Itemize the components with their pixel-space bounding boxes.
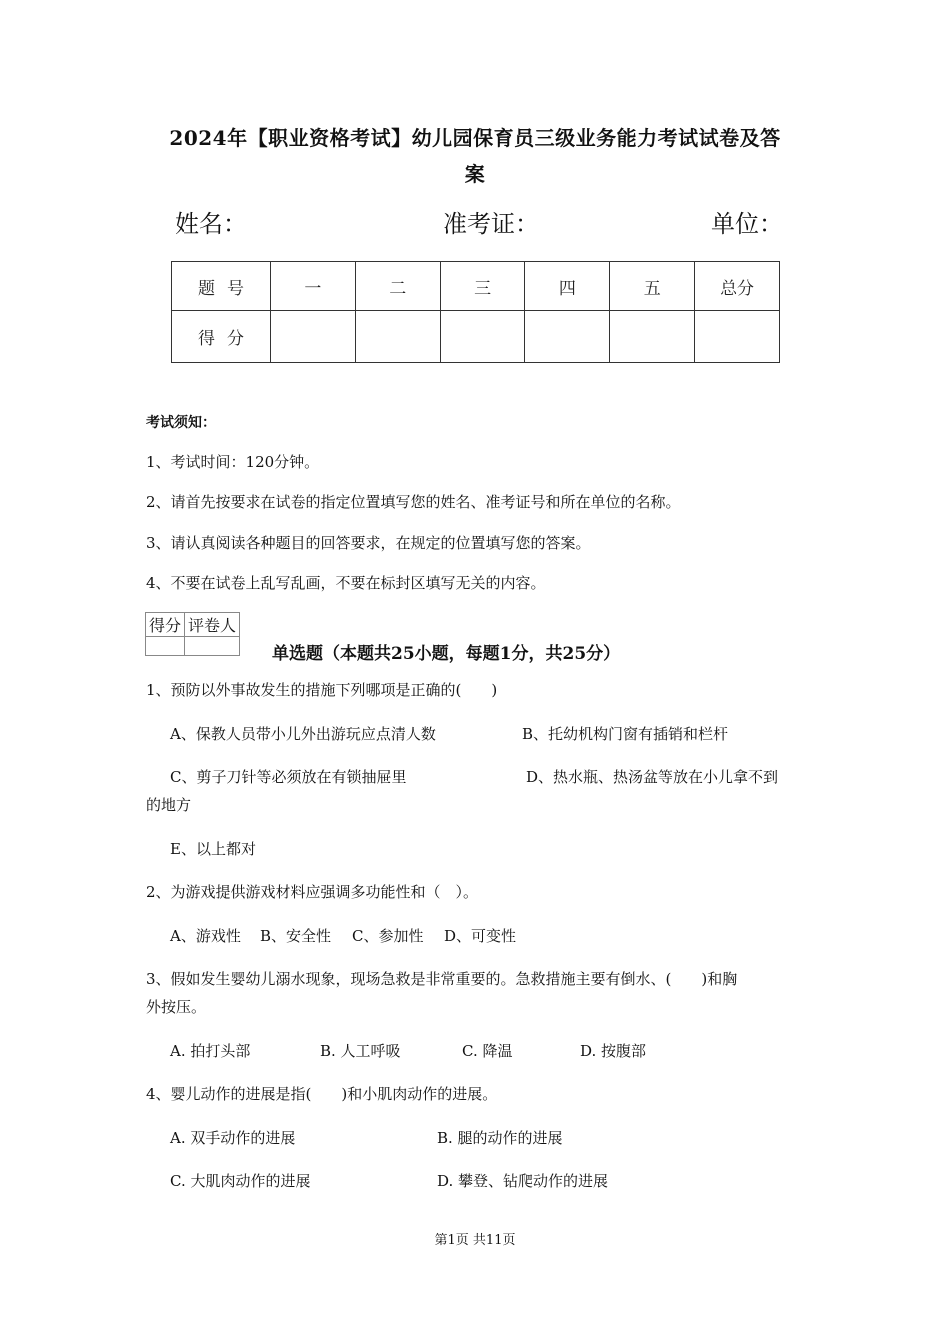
question-4-stem: 4、婴儿动作的进展是指( )和小肌肉动作的进展。	[146, 1085, 498, 1103]
score-table-header-cell: 题号	[172, 262, 271, 311]
score-table-header-cell: 四	[525, 262, 610, 311]
question-1-option-d[interactable]: D、热水瓶、热汤盆等放在小儿拿不到	[526, 768, 779, 786]
question-2-option-b[interactable]: B、安全性	[260, 927, 332, 945]
question-1-option-b[interactable]: B、托幼机构门窗有插销和栏杆	[522, 725, 729, 743]
question-1-option-c[interactable]: C、剪子刀针等必须放在有锁抽屉里	[170, 768, 407, 786]
score-entry-cell[interactable]	[610, 311, 695, 363]
question-1-option-e[interactable]: E、以上都对	[170, 840, 256, 858]
grader-score-cell[interactable]	[146, 637, 185, 656]
note-item: 2、请首先按要求在试卷的指定位置填写您的姓名、准考证号和所在单位的名称。	[146, 493, 681, 511]
title-line-2: 案	[464, 162, 486, 186]
score-table-header-cell: 一	[271, 262, 356, 311]
question-4-option-c[interactable]: C. 大肌肉动作的进展	[170, 1172, 311, 1190]
score-table-header-row	[172, 262, 780, 311]
question-4-option-d[interactable]: D. 攀登、钻爬动作的进展	[437, 1172, 609, 1190]
question-3-option-c[interactable]: C. 降温	[462, 1042, 513, 1060]
score-table-score-row	[172, 311, 780, 363]
question-2-option-c[interactable]: C、参加性	[352, 927, 424, 945]
question-1-stem: 1、预防以外事故发生的措施下列哪项是正确的( )	[146, 681, 498, 699]
section-title: 单选题（本题共25小题，每题1分，共25分）	[272, 644, 621, 664]
grader-score-label: 得分	[146, 613, 185, 637]
score-entry-cell[interactable]	[440, 311, 525, 363]
unit-label: 单位：	[711, 210, 783, 238]
score-entry-cell[interactable]	[695, 311, 780, 363]
question-4-option-b[interactable]: B. 腿的动作的进展	[437, 1129, 563, 1147]
score-table-header-cell: 三	[440, 262, 525, 311]
score-table-header-cell: 总分	[695, 262, 780, 311]
question-4-option-a[interactable]: A. 双手动作的进展	[170, 1129, 296, 1147]
title-line-1: 2024年【职业资格考试】幼儿园保育员三级业务能力考试试卷及答	[169, 126, 781, 150]
score-table-header-cell: 二	[355, 262, 440, 311]
question-2-stem: 2、为游戏提供游戏材料应强调多功能性和（ ）。	[146, 883, 479, 901]
question-1-option-a[interactable]: A、保教人员带小儿外出游玩应点清人数	[170, 725, 436, 743]
question-2-option-a[interactable]: A、游戏性	[170, 927, 241, 945]
note-item: 3、请认真阅读各种题目的回答要求，在规定的位置填写您的答案。	[146, 534, 591, 552]
question-3-stem: 3、假如发生婴幼儿溺水现象，现场急救是非常重要的。急救措施主要有倒水、( )和胸	[146, 970, 738, 988]
score-entry-cell[interactable]	[525, 311, 610, 363]
score-entry-cell[interactable]	[355, 311, 440, 363]
exam-id-label: 准考证：	[443, 210, 539, 238]
grader-reviewer-cell[interactable]	[185, 637, 240, 656]
note-item: 4、不要在试卷上乱写乱画，不要在标封区填写无关的内容。	[146, 574, 546, 592]
score-row-label: 得分	[172, 311, 271, 363]
question-3-stem-cont: 外按压。	[146, 998, 207, 1016]
question-3-option-d[interactable]: D. 按腹部	[580, 1042, 647, 1060]
document-title	[100, 120, 850, 192]
question-3-option-b[interactable]: B. 人工呼吸	[320, 1042, 401, 1060]
notes-title: 考试须知：	[146, 415, 216, 431]
score-entry-cell[interactable]	[271, 311, 356, 363]
score-table	[171, 261, 780, 363]
grader-reviewer-label: 评卷人	[185, 613, 240, 637]
name-label: 姓名：	[175, 210, 247, 238]
note-item: 1、考试时间：120分钟。	[146, 453, 320, 471]
question-2-option-d[interactable]: D、可变性	[444, 927, 517, 945]
score-table-header-cell: 五	[610, 262, 695, 311]
grader-box	[145, 612, 240, 656]
question-1-option-d-cont: 的地方	[146, 796, 192, 814]
question-3-option-a[interactable]: A. 拍打头部	[170, 1042, 251, 1060]
page-footer: 第1页 共11页	[434, 1233, 516, 1248]
